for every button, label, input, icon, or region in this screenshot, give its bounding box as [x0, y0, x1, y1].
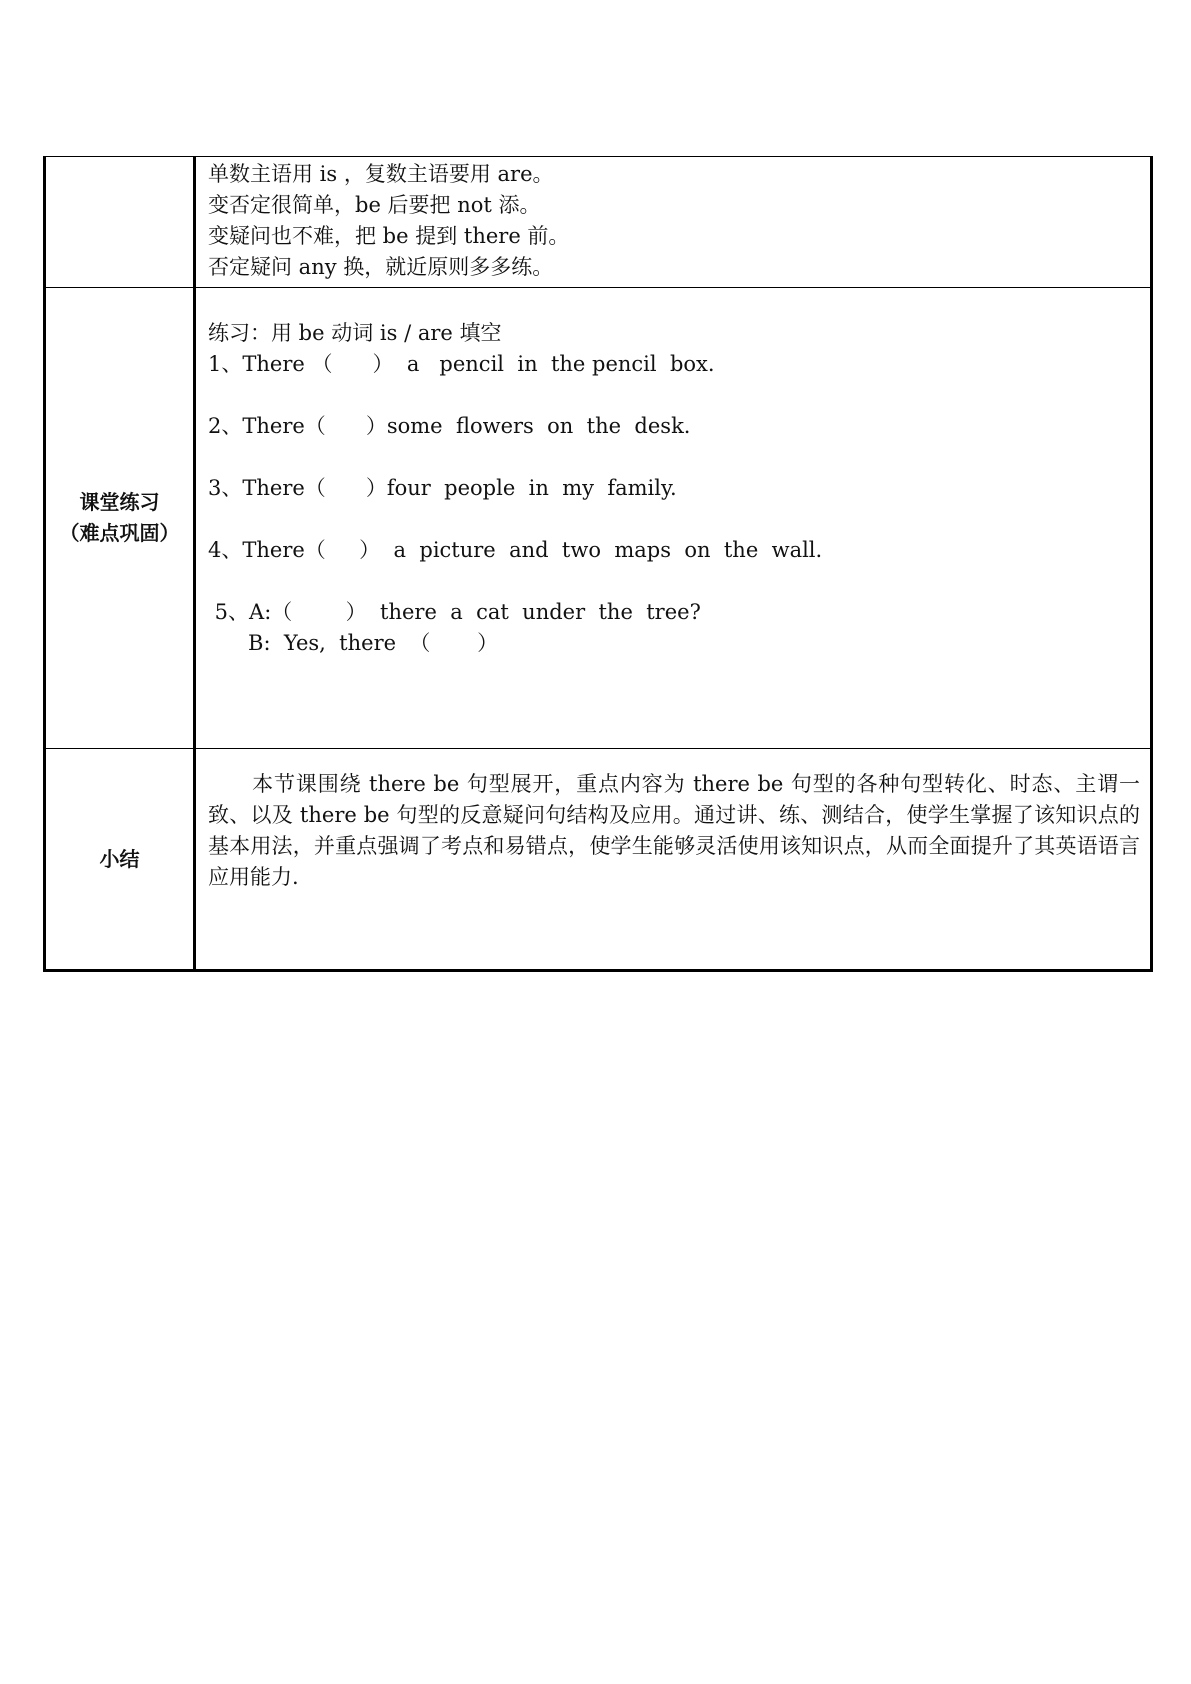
row-label-summary: 小结: [45, 749, 195, 971]
rhyme-line: 否定疑问 any 换，就近原则多多练。: [208, 255, 554, 279]
row-label-empty: [45, 157, 195, 288]
exercise-item: 4、There（ ） a picture and two maps on the wall.: [208, 538, 823, 562]
rhyme-line: 变疑问也不难，把 be 提到 there 前。: [208, 224, 570, 248]
exercise-title: 练习：用 be 动词 is / are 填空: [208, 321, 502, 345]
rhyme-line: 变否定很简单，be 后要把 not 添。: [208, 193, 541, 217]
label-line: （难点巩固）: [59, 521, 180, 545]
summary-text: 本节课围绕 there be 句型展开，重点内容为 there be 句型的各种句型转化、时态、主谓一致、以及 there be 句型的反意疑问句结构及应用。通过讲、练、测结合，使学生掌握了该知识点的基本用法，并重点强调了考点和易错点，使学生能够灵活使用该知识点，从而全面提升了其英语语言应用能力.: [208, 772, 1140, 889]
table-row-rhyme: [45, 157, 1152, 288]
exercise-item: B: Yes, there （ ）: [208, 631, 499, 655]
table-row-summary: [45, 749, 1152, 971]
summary-cell: [195, 749, 1152, 971]
table-row-exercise: [45, 288, 1152, 749]
exercise-item: 1、There （ ） a pencil in the pencil box.: [208, 352, 715, 376]
rhyme-line: 单数主语用 is ，复数主语要用 are。: [208, 162, 554, 186]
grammar-rhyme-cell: [195, 157, 1152, 288]
lesson-plan-table: [43, 156, 1153, 972]
row-label-classroom-practice: [45, 288, 195, 749]
exercise-item: 2、There（ ）some flowers on the desk.: [208, 414, 691, 438]
label-line: 课堂练习: [79, 490, 160, 514]
exercise-cell: [195, 288, 1152, 749]
exercise-item: 3、There（ ）four people in my family.: [208, 476, 677, 500]
exercise-item: 5、A:（ ） there a cat under the tree?: [208, 600, 701, 624]
